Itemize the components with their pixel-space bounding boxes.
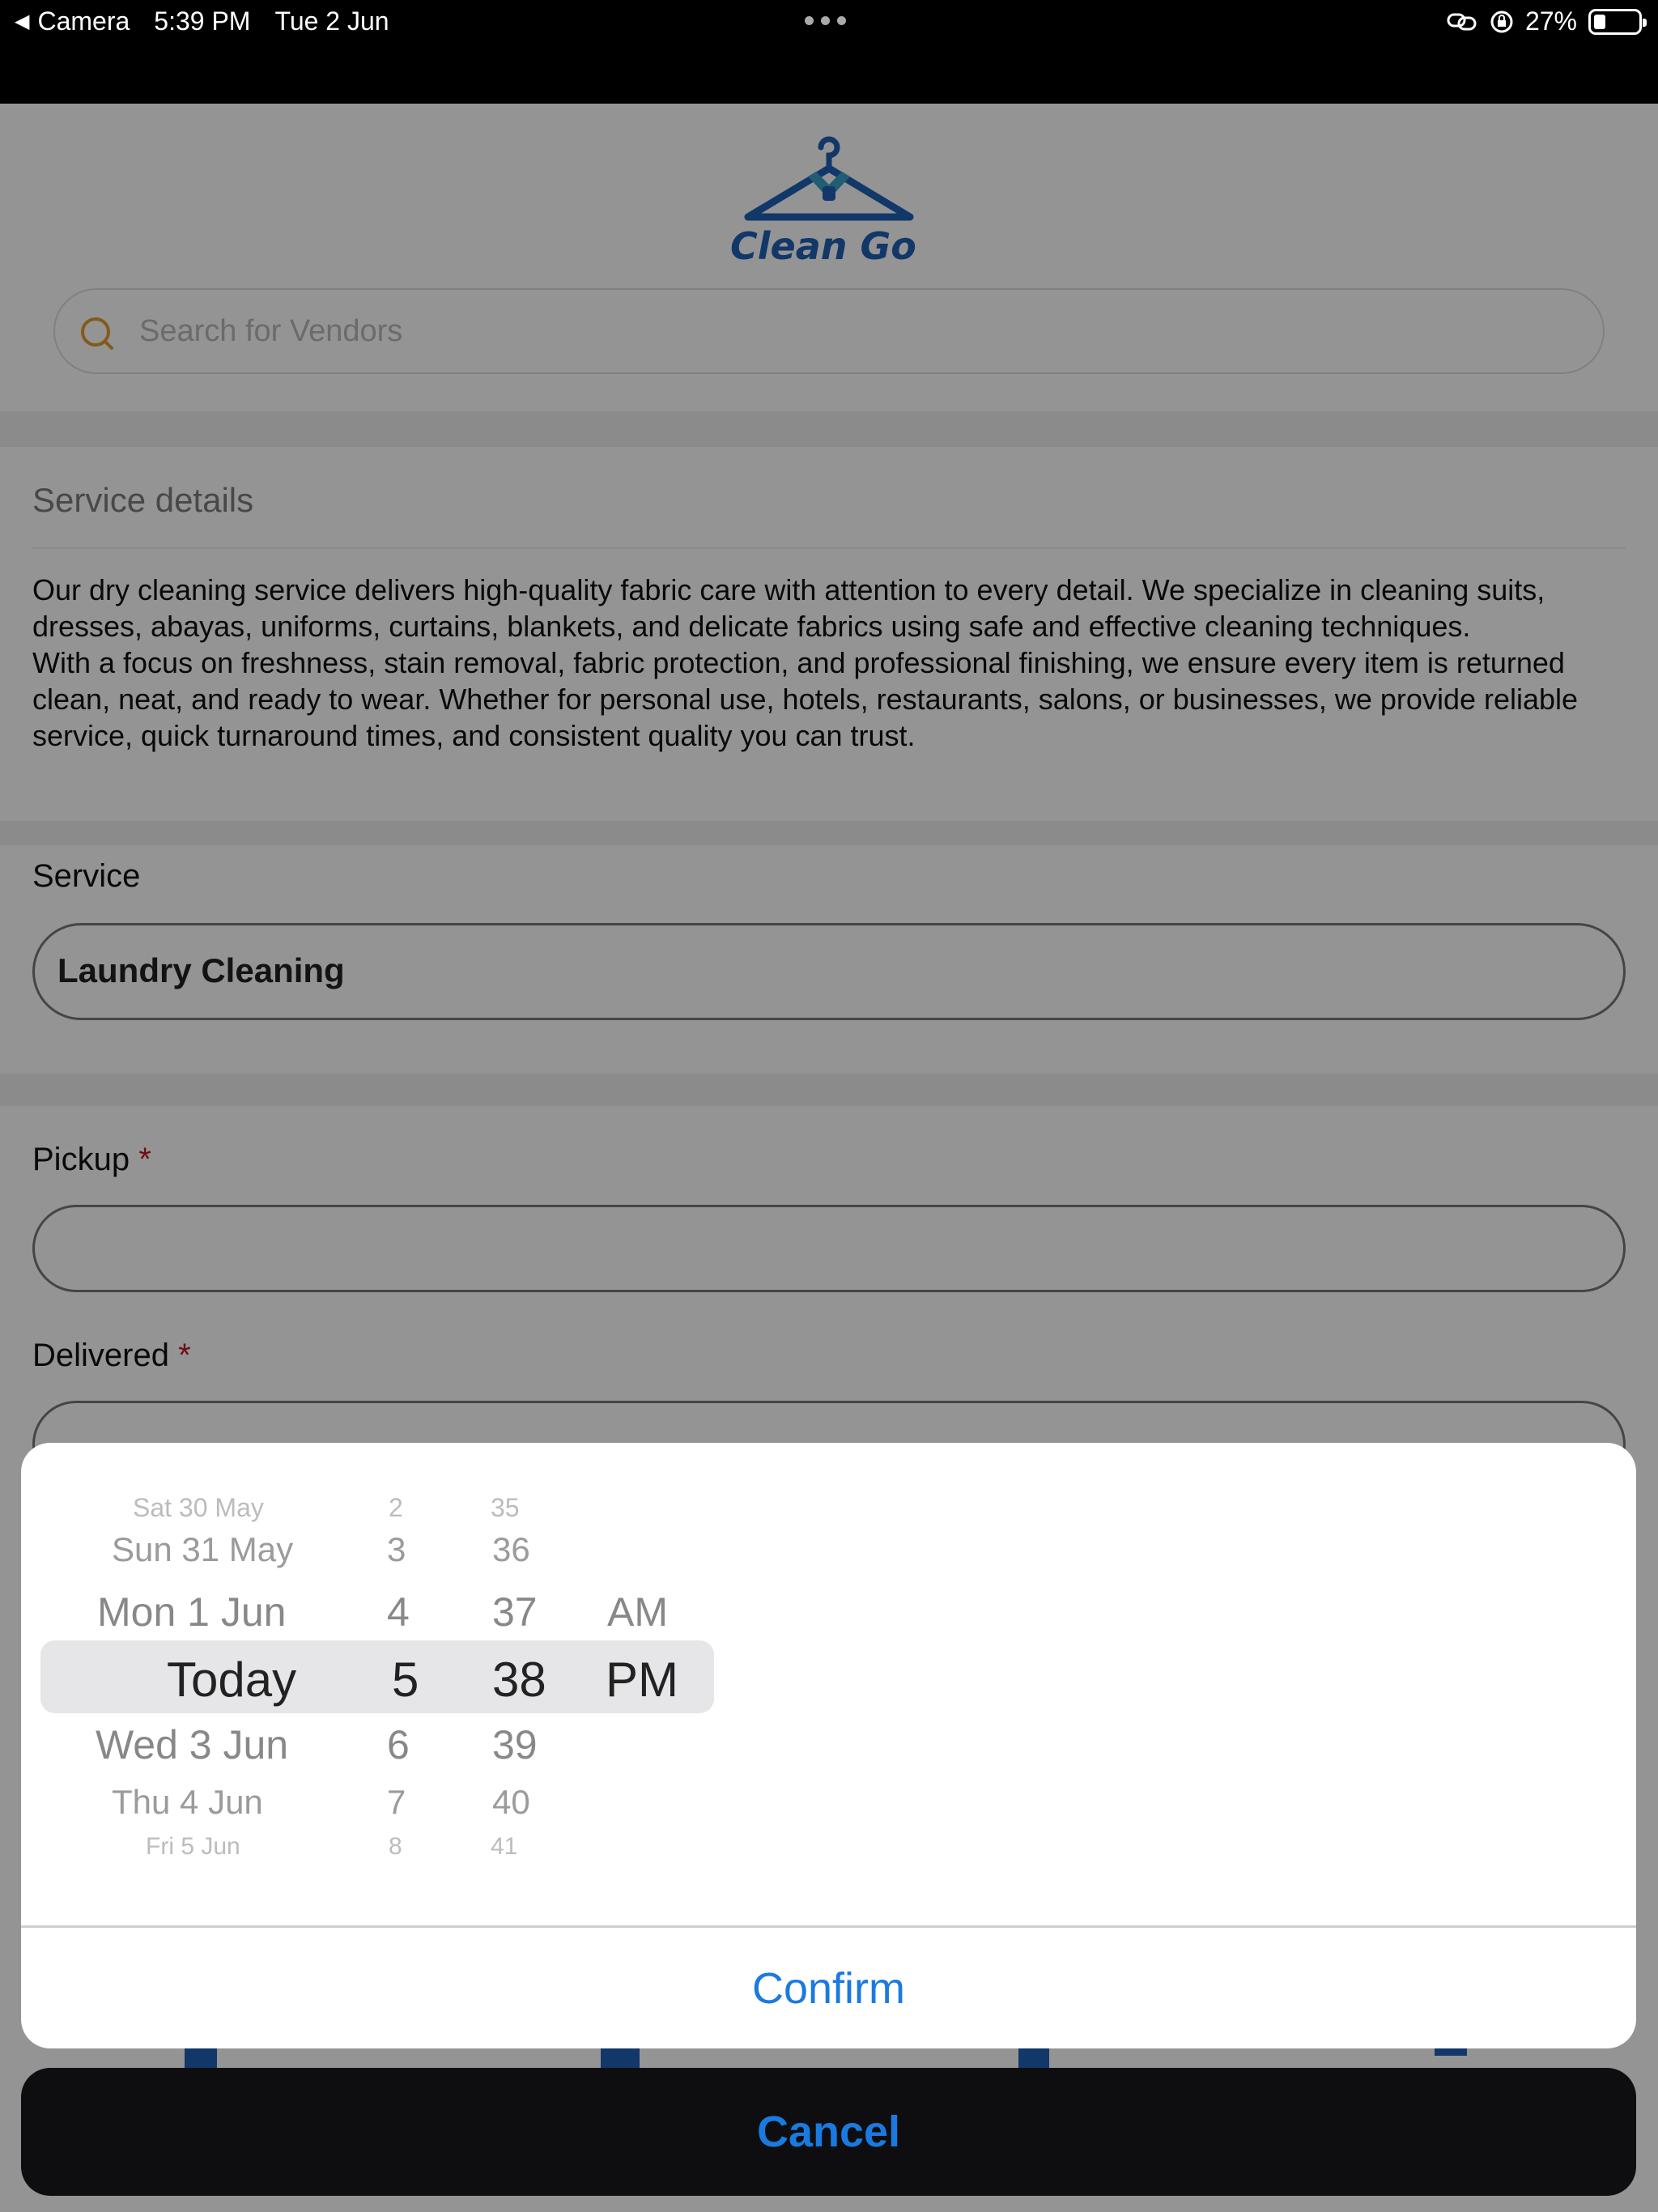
cancel-button[interactable]: Cancel <box>21 2068 1636 2196</box>
picker-ampm-option[interactable]: AM <box>607 1589 668 1635</box>
multitasking-dots-icon[interactable] <box>805 6 846 25</box>
description-paragraph-2: With a focus on freshness, stain removal, fabric protection, and professional finishing, we ensure every item is returned clean, neat, and ready to wear. Whether for personal use, hotels, restaurants, salons, or businesses, we provide reliable service, quick turnaround times, and consistent quality you can trust. <box>32 646 1579 752</box>
picker-minute-option[interactable]: 39 <box>492 1722 538 1767</box>
svg-text:Clean Go: Clean Go <box>730 224 916 266</box>
required-asterisk: * <box>138 1142 151 1177</box>
picker-ampm-selected[interactable]: PM <box>606 1653 678 1707</box>
picker-date-option[interactable]: Thu 4 Jun <box>112 1783 263 1821</box>
service-label: Service <box>32 858 141 894</box>
status-left <box>15 6 389 36</box>
confirm-button[interactable]: Confirm <box>751 1963 906 2013</box>
picker-hour-option[interactable]: 7 <box>387 1783 406 1821</box>
picker-minute-selected[interactable]: 38 <box>492 1653 546 1707</box>
status-right <box>1446 6 1642 36</box>
picker-hour-option[interactable]: 8 <box>389 1833 402 1860</box>
picker-date-option[interactable]: Sat 30 May <box>133 1493 264 1522</box>
picker-hour-option[interactable]: 2 <box>389 1493 403 1522</box>
picker-date-option[interactable]: Sun 31 May <box>112 1530 294 1568</box>
picker-date-selected[interactable]: Today <box>167 1653 297 1707</box>
back-triangle-icon[interactable]: ◀ <box>15 11 30 32</box>
date-picker-sheet <box>21 1443 1636 2048</box>
picker-hour-option[interactable]: 4 <box>387 1589 410 1635</box>
picker-date-option[interactable]: Fri 5 Jun <box>146 1833 240 1860</box>
picker-date-option[interactable]: Wed 3 Jun <box>96 1722 289 1767</box>
search-placeholder[interactable]: Search for Vendors <box>139 314 403 348</box>
picker-minute-option[interactable]: 40 <box>492 1783 530 1821</box>
date-time-picker[interactable] <box>21 1443 1636 1925</box>
description-paragraph-1: Our dry cleaning service delivers high-quality fabric care with attention to every detail. We specialize in cleaning suits, dresses, abayas, uniforms, curtains, blankets, and delicate fabrics using safe and effective cleaning techniques. <box>32 573 1545 643</box>
service-details-title: Service details <box>32 481 254 519</box>
orientation-lock-icon <box>1490 10 1514 34</box>
required-asterisk: * <box>178 1338 191 1373</box>
picker-minute-option[interactable]: 36 <box>492 1530 530 1568</box>
picker-minute-option[interactable]: 35 <box>491 1493 520 1522</box>
delivered-label-text: Delivered <box>32 1338 169 1373</box>
picker-date-option[interactable]: Mon 1 Jun <box>97 1589 287 1635</box>
picker-minute-option[interactable]: 37 <box>492 1589 538 1635</box>
picker-hour-selected[interactable]: 5 <box>392 1653 419 1707</box>
picker-hour-option[interactable]: 3 <box>387 1530 406 1568</box>
service-value: Laundry Cleaning <box>57 951 345 989</box>
status-time: 5:39 PM <box>154 6 251 36</box>
back-app-label[interactable]: Camera <box>37 6 130 36</box>
picker-minute-option[interactable]: 41 <box>491 1833 518 1860</box>
link-icon <box>1446 11 1478 33</box>
pickup-label-text: Pickup <box>32 1142 130 1177</box>
battery-percent: 27% <box>1524 6 1577 36</box>
status-bar <box>0 0 1658 104</box>
battery-icon <box>1588 9 1642 35</box>
status-date: Tue 2 Jun <box>274 6 389 36</box>
picker-hour-option[interactable]: 6 <box>387 1722 410 1767</box>
